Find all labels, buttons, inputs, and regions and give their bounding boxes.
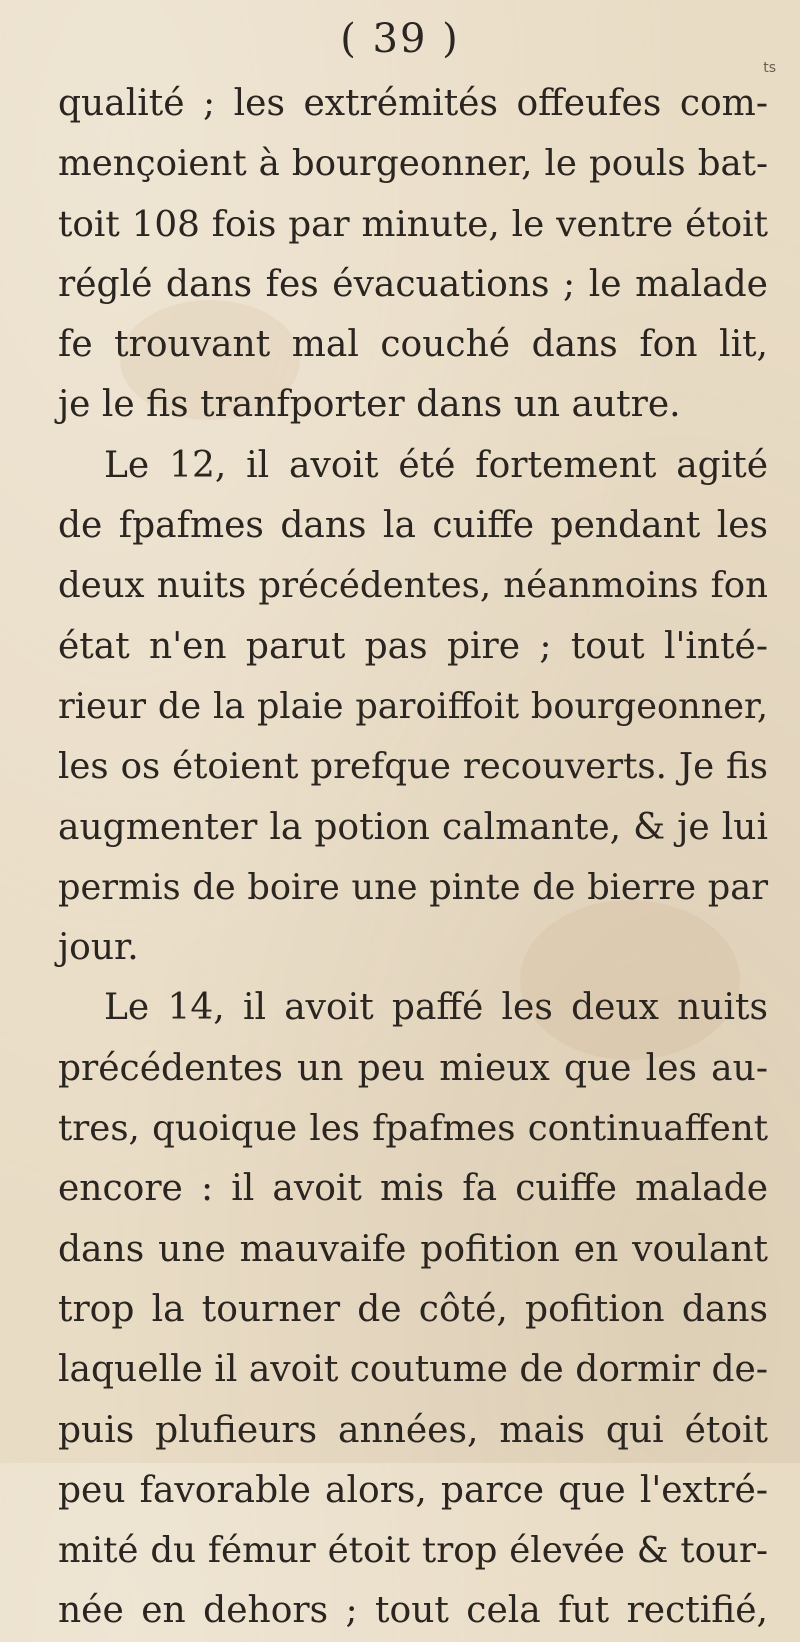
text-line: toit 108 fois par minute, le ventre étoit <box>58 203 768 245</box>
text-line: tres, quoique les fpafmes continuaffent <box>58 1108 768 1150</box>
text-line: dans une mauvaife pofition en voulant <box>58 1228 768 1270</box>
page-number: ( 39 ) <box>340 16 460 62</box>
text-line: qualité ; les extrémités offeufes com- <box>58 83 768 124</box>
text-line: augmenter la potion calmante, & je lui <box>58 806 768 848</box>
text-line: laquelle il avoit coutume de dormir de- <box>58 1349 768 1391</box>
text-line: jour. <box>58 927 139 969</box>
text-line: encore : il avoit mis fa cuiffe malade <box>58 1168 768 1210</box>
text-line: rieur de la plaie paroiffoit bourgeonner, <box>58 685 768 727</box>
text-line: trop la tourner de côté, pofition dans <box>58 1288 768 1330</box>
text-line: mençoient à bourgeonner, le pouls bat- <box>58 143 768 185</box>
text-line: née en dehors ; tout cela fut rectifié, <box>58 1590 768 1632</box>
text-line: permis de boire une pinte de bierre par <box>58 866 768 908</box>
text-line: précédentes un peu mieux que les au- <box>58 1047 768 1089</box>
text-line: deux nuits précédentes, néanmoins fon <box>58 565 768 607</box>
text-line: Le 14, il avoit paffé les deux nuits <box>104 987 768 1029</box>
text-line: fe trouvant mal couché dans fon lit, <box>58 324 768 366</box>
margin-mark: ts <box>763 60 776 76</box>
text-line: réglé dans fes évacuations ; le malade <box>58 263 768 305</box>
text-line: mité du fémur étoit trop élevée & tour- <box>58 1530 768 1572</box>
text-line: état n'en parut pas pire ; tout l'inté- <box>58 625 768 667</box>
text-line: je le fis tranfporter dans un autre. <box>58 384 681 426</box>
text-line: Le 12, il avoit été fortement agité <box>104 444 768 486</box>
text-line: de fpafmes dans la cuiffe pendant les <box>58 505 768 547</box>
text-line: les os étoient prefque recouverts. Je fis <box>58 746 768 788</box>
text-line: peu favorable alors, parce que l'extré- <box>58 1469 768 1511</box>
text-line: puis plufieurs années, mais qui étoit <box>58 1409 768 1451</box>
body-text <box>58 74 768 1642</box>
